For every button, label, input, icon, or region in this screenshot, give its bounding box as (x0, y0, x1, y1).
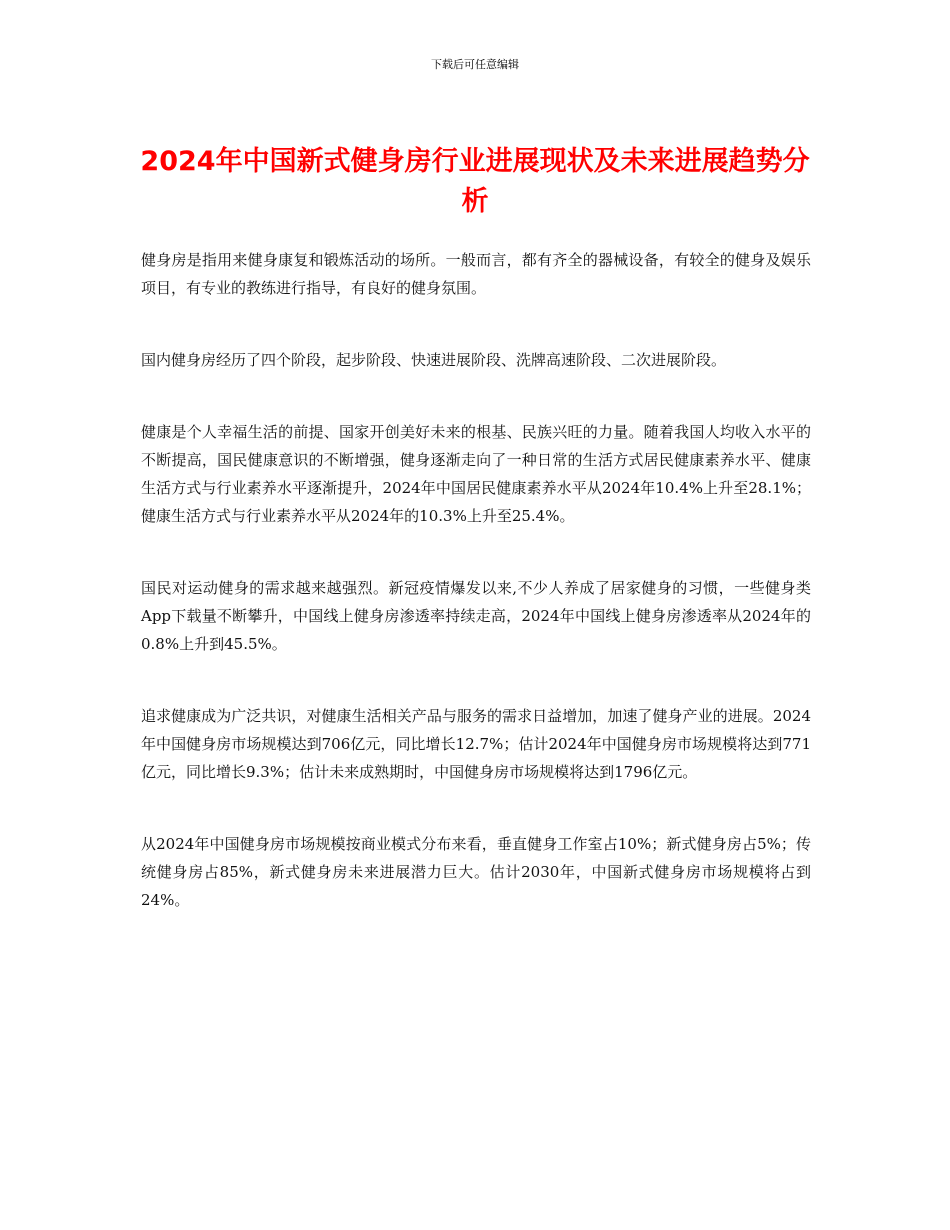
paragraph-online-fitness: 国民对运动健身的需求越来越强烈。新冠疫情爆发以来,不少人养成了居家健身的习惯，一些健身类App下载量不断攀升，中国线上健身房渗透率持续走高，2024年中国线上健身房渗透率从2024年的0.8%上升到45.5%。 (141, 579, 811, 653)
paragraph-health-literacy: 健康是个人幸福生活的前提、国家开创美好未来的根基、民族兴旺的力量。随着我国人均收入水平的不断提高，国民健康意识的不断增强，健身逐渐走向了一种日常的生活方式居民健康素养水平、健康生活方式与行业素养水平逐渐提升，2024年中国居民健康素养水平从2024年10.4%上升至28.1%；健康生活方式与行业素养水平从2024年的10.3%上升至25.4%。 (141, 423, 811, 525)
header-note: 下载后可任意编辑 (431, 58, 519, 71)
paragraph-market-size: 追求健康成为广泛共识，对健康生活相关产品与服务的需求日益增加，加速了健身产业的进展。2024年中国健身房市场规模达到706亿元，同比增长12.7%；估计2024年中国健身房市场规模将达到771亿元，同比增长9.3%；估计未来成熟期时，中国健身房市场规模将达到1796亿元。 (141, 707, 811, 781)
paragraph-business-model: 从2024年中国健身房市场规模按商业模式分布来看，垂直健身工作室占10%；新式健身房占5%；传统健身房占85%，新式健身房未来进展潜力巨大。估计2030年，中国新式健身房市场规模将占到24%。 (141, 835, 811, 909)
document-body (141, 246, 811, 958)
paragraph-definition: 健身房是指用来健身康复和锻炼活动的场所。一般而言，都有齐全的器械设备，有较全的健身及娱乐项目，有专业的教练进行指导，有良好的健身氛围。 (141, 251, 811, 297)
paragraph-stages: 国内健身房经历了四个阶段，起步阶段、快速进展阶段、洗牌高速阶段、二次进展阶段。 (141, 351, 727, 369)
document-title: 2024年中国新式健身房行业进展现状及未来进展趋势分析 (140, 146, 810, 217)
